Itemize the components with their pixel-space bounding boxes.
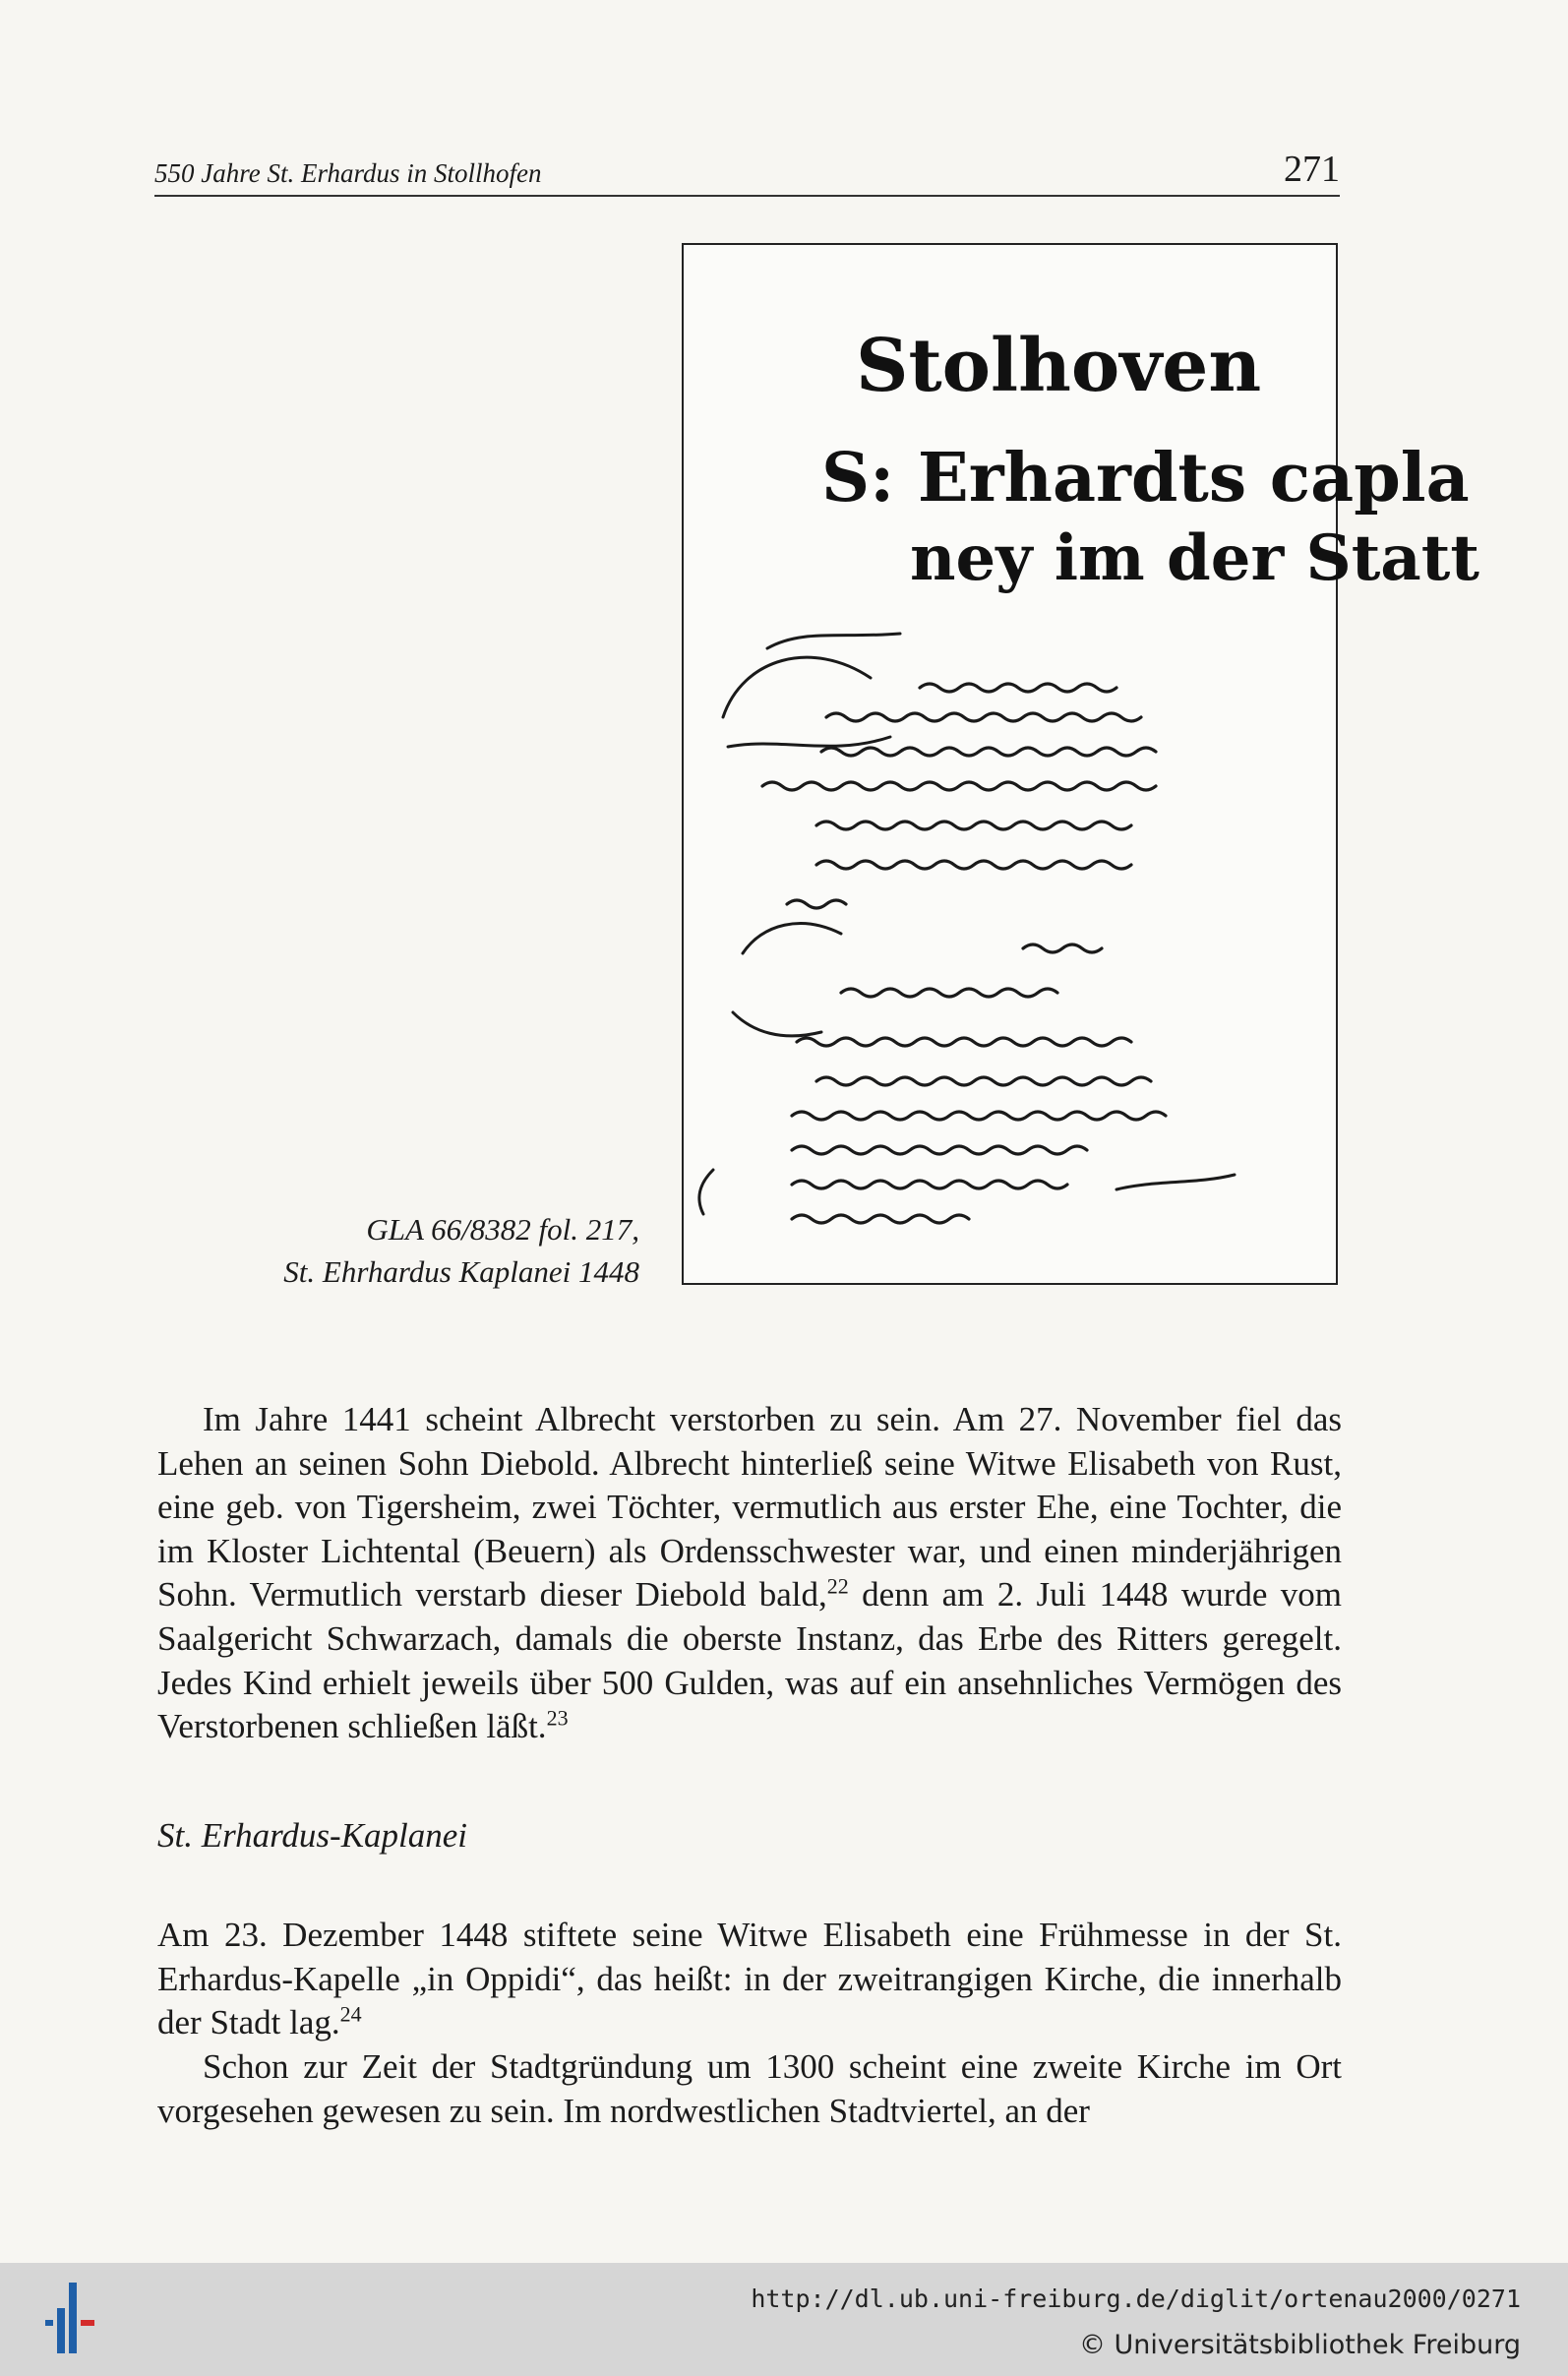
- footnote-ref-22[interactable]: 22: [826, 1573, 849, 1599]
- paragraph-3: Schon zur Zeit der Stadtgründung um 1300 scheint eine zweite Kirche im Ort vorgesehen gewesen zu sein. Im nordwestlichen Stadtviertel, an der: [157, 2047, 1342, 2130]
- running-header: [154, 148, 1340, 197]
- footer-bar: [0, 2263, 1568, 2376]
- running-title: 550 Jahre St. Erhardus in Stollhofen: [154, 158, 542, 188]
- page-number: 271: [1284, 149, 1340, 190]
- paragraph-1: [157, 1398, 1342, 1749]
- manuscript-heading-3: ney im der Statt: [910, 521, 1479, 595]
- caption-line-2: St. Ehrhardus Kaplanei 1448: [283, 1254, 639, 1289]
- manuscript-heading-2: S: Erhardts capla: [821, 439, 1470, 518]
- manuscript-text-lines: [762, 684, 1166, 1223]
- manuscript-heading-1: Stolhoven: [856, 324, 1262, 408]
- manuscript-image: [684, 245, 1479, 1283]
- paragraph-1-part-a: Im Jahre 1441 scheint Albrecht verstorben zu sein. Am 27. November fiel das Lehen an seinen Sohn Diebold. Albrecht hinterließ seine Witwe Elisabeth von Rust, eine geb. von Tigersheim, zwei Töchter, vermutlich aus erster Ehe, eine Tochter, die im Kloster Lichtental (Beuern) als Ordensschwester war, und einen minderjährigen Sohn. Vermutlich verstarb dieser Diebold bald,: [157, 1400, 1342, 1614]
- copyright-notice: © Universitätsbibliothek Freiburg: [1078, 2330, 1521, 2360]
- manuscript-figure: [682, 243, 1479, 1285]
- paragraph-2-text: Am 23. Dezember 1448 stiftete seine Witwe Elisabeth eine Frühmesse in der St. Erhardus-Kapelle „in Oppidi“, das heißt: in der zweitrangigen Kirche, die innerhalb der Stadt lag.: [157, 1916, 1342, 2042]
- figure-caption: [157, 1208, 639, 1293]
- footnote-ref-24[interactable]: 24: [339, 2001, 362, 2027]
- source-url-link[interactable]: http://dl.ub.uni-freiburg.de/diglit/ortenau2000/0271: [751, 2285, 1521, 2313]
- library-logo-icon: [37, 2281, 106, 2359]
- section-heading: St. Erhardus-Kaplanei: [157, 1816, 468, 1855]
- paragraph-2: [157, 1914, 1342, 2045]
- paragraph-1-part-b: denn am 2. Juli 1448 wurde vom Saalgericht Schwarzach, damals die oberste Instanz, das Erbe des Ritters geregelt. Jedes Kind erhielt jeweils über 500 Gulden, was auf ein ansehnliches Vermögen des Verstorbenen schließen läßt.: [157, 1575, 1342, 1746]
- footnote-ref-23[interactable]: 23: [546, 1705, 569, 1731]
- caption-line-1: GLA 66/8382 fol. 217,: [366, 1212, 639, 1247]
